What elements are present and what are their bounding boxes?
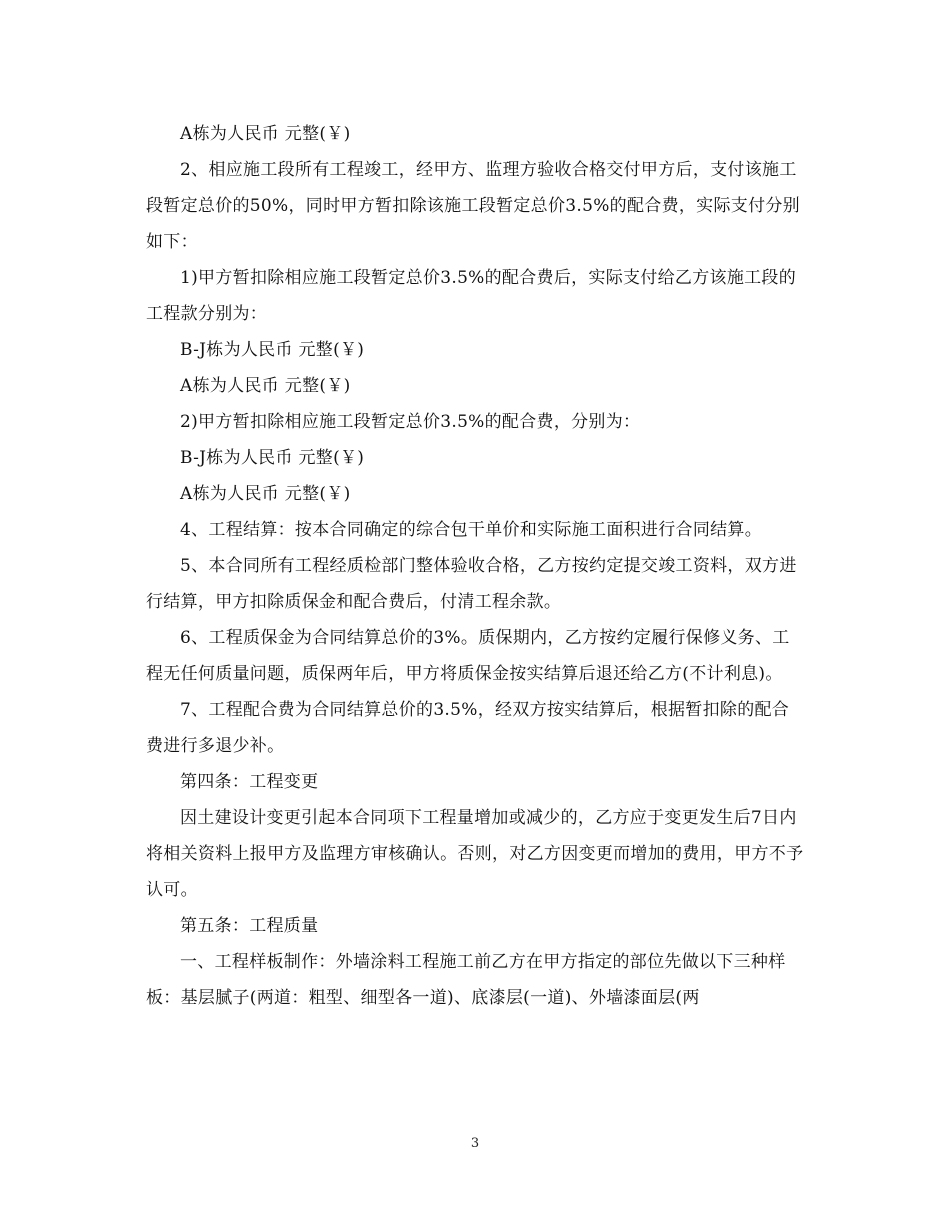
paragraph: 1)甲方暂扣除相应施工段暂定总价3.5%的配合费后，实际支付给乙方该施工段的工程款分别为： (146, 268, 797, 324)
section-heading: 第五条：工程质量 (180, 916, 319, 936)
paragraph: 4、工程结算：按本合同确定的综合包干单价和实际施工面积进行合同结算。 (180, 520, 763, 540)
paragraph: 5、本合同所有工程经质检部门整体验收合格，乙方按约定提交竣工资料，双方进行结算，甲方扣除质保金和配合费后，付清工程余款。 (146, 556, 797, 612)
paragraph: A栋为人民币 元整(￥) (180, 376, 351, 396)
section-heading: 第四条：工程变更 (180, 772, 319, 792)
document-body (146, 116, 806, 1016)
paragraph: B-J栋为人民币 元整(￥) (180, 448, 365, 468)
paragraph: 7、工程配合费为合同结算总价的3.5%，经双方按实结算后，根据暂扣除的配合费进行多退少补。 (146, 700, 790, 756)
paragraph: A栋为人民币 元整(￥) (180, 124, 351, 144)
paragraph: A栋为人民币 元整(￥) (180, 484, 351, 504)
paragraph: 2)甲方暂扣除相应施工段暂定总价3.5%的配合费，分别为： (180, 412, 641, 432)
paragraph: 2、相应施工段所有工程竣工，经甲方、监理方验收合格交付甲方后，支付该施工段暂定总价的50%，同时甲方暂扣除该施工段暂定总价3.5%的配合费，实际支付分别如下： (146, 160, 800, 252)
paragraph: 6、工程质保金为合同结算总价的3%。质保期内，乙方按约定履行保修义务、工程无任何质量问题，质保两年后，甲方将质保金按实结算后退还给乙方(不计利息)。 (146, 628, 790, 684)
paragraph: 一、工程样板制作：外墙涂料工程施工前乙方在甲方指定的部位先做以下三种样板：基层腻子(两道：粗型、细型各一道)、底漆层(一道)、外墙漆面层(两 (146, 952, 786, 1008)
paragraph: 因土建设计变更引起本合同项下工程量增加或减少的，乙方应于变更发生后7日内将相关资料上报甲方及监理方审核确认。否则，对乙方因变更而增加的费用，甲方不予认可。 (146, 808, 804, 900)
page-number: 3 (470, 1136, 480, 1151)
paragraph: B-J栋为人民币 元整(￥) (180, 340, 365, 360)
